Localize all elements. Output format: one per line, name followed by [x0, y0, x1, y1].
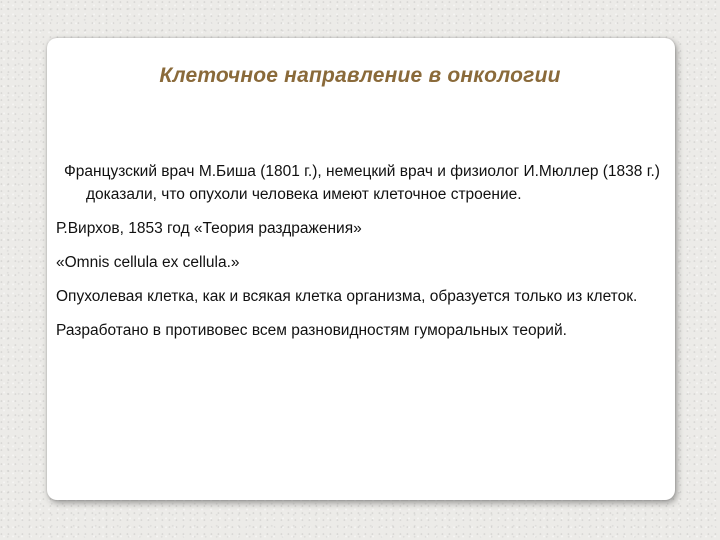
- paragraph-omnis-cellula: «Omnis cellula ex cellula.»: [56, 254, 240, 271]
- slide-content: [56, 160, 666, 353]
- paragraph-tumor-cell: Опухолевая клетка, как и всякая клетка организма, образуется только из клеток.: [56, 288, 638, 305]
- paragraph-bisha-muller: Французский врач М.Биша (1801 г.), немецкий врач и физиолог И.Мюллер (1838 г.) доказали, что опухоли человека имеют клеточное строение.: [64, 163, 660, 203]
- paragraph-virchow: Р.Вирхов, 1853 год «Теория раздражения»: [56, 220, 362, 237]
- paragraph-humoral-theories: Разработано в противовес всем разновидностям гуморальных теорий.: [56, 322, 567, 339]
- slide-title: Клеточное направление в онкологии: [159, 64, 561, 87]
